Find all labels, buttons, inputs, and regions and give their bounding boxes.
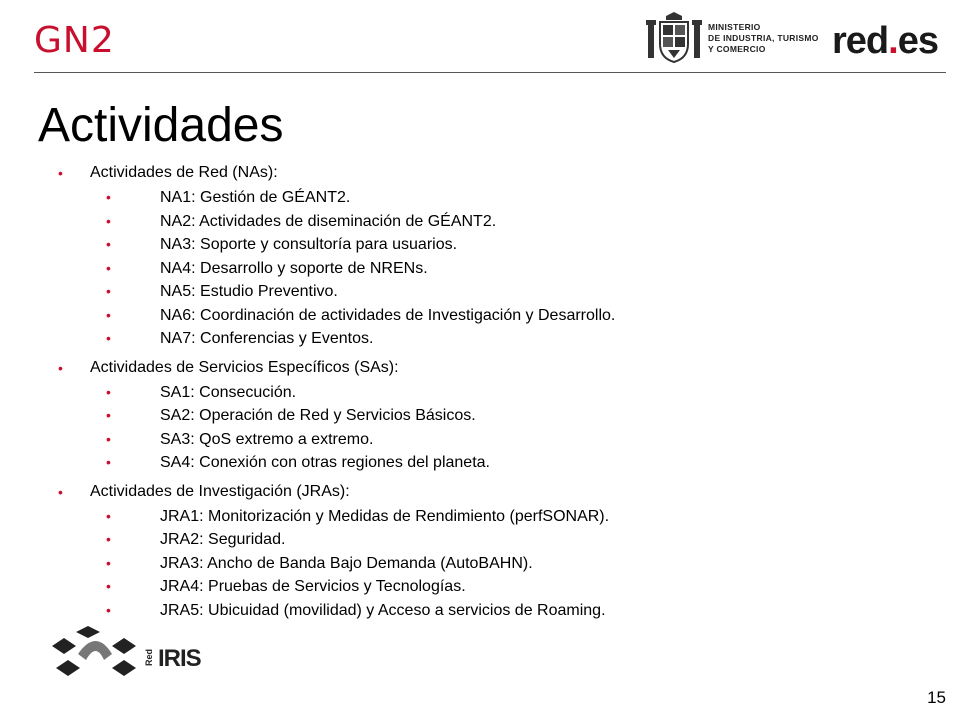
list-item-text: NA1: Gestión de GÉANT2. <box>160 189 351 206</box>
sub-list <box>106 505 938 623</box>
page-number: 15 <box>927 688 946 707</box>
list-item-text: NA7: Conferencias y Eventos. <box>160 330 374 347</box>
section-service-activities <box>58 357 938 475</box>
ministry-name <box>708 22 819 55</box>
sub-list <box>106 381 938 475</box>
section-network-activities <box>58 162 938 351</box>
bullet-icon: • <box>58 483 63 500</box>
bullet-icon: • <box>106 430 111 447</box>
rediris-logo <box>48 624 208 680</box>
bullet-icon: • <box>106 212 111 229</box>
list-item-text: SA1: Consecución. <box>160 383 297 401</box>
bullet-icon: • <box>106 601 111 618</box>
list-item-text: JRA5: Ubicuidad (movilidad) y Acceso a servicios de Roaming. <box>160 601 606 619</box>
list-item <box>106 304 938 328</box>
slide-title: Actividades <box>38 99 284 152</box>
coat-of-arms-icon <box>644 10 704 66</box>
list-item <box>106 505 938 529</box>
list-item <box>106 528 938 552</box>
bullet-icon: • <box>106 189 111 205</box>
list-item-text: JRA1: Monitorización y Medidas de Rendimiento (perfSONAR). <box>160 507 610 525</box>
list-item <box>106 257 938 281</box>
bullet-icon: • <box>106 507 111 524</box>
list-item <box>106 404 938 428</box>
list-item-text: NA4: Desarrollo y soporte de NRENs. <box>160 259 428 277</box>
list-item <box>106 451 938 475</box>
list-item-text: NA6: Coordinación de actividades de Investigación y Desarrollo. <box>160 306 616 324</box>
list-item-text: SA2: Operación de Red y Servicios Básicos. <box>160 407 476 424</box>
list-item <box>106 599 938 623</box>
bullet-icon: • <box>58 165 63 181</box>
header-divider <box>34 72 946 73</box>
bullet-icon: • <box>106 383 111 400</box>
logo-tail: es <box>897 20 938 62</box>
red-es-logo <box>832 20 938 63</box>
bullet-icon: • <box>106 554 111 571</box>
ministry-line: Y COMERCIO <box>708 44 766 54</box>
ministry-line: DE INDUSTRIA, TURISMO <box>708 33 819 43</box>
bullet-icon: • <box>106 330 111 346</box>
list-item-text: NA2: Actividades de diseminación de GÉANT2. <box>160 212 497 230</box>
bullet-icon: • <box>106 259 111 276</box>
list-item <box>106 575 938 599</box>
list-item <box>106 280 938 304</box>
list-item <box>106 327 938 351</box>
list-item <box>106 210 938 234</box>
activities-list <box>58 162 938 628</box>
list-item <box>106 381 938 405</box>
gn2-logo: GN2 <box>34 20 115 61</box>
list-item-text: JRA2: Seguridad. <box>160 531 286 548</box>
list-item-text: JRA4: Pruebas de Servicios y Tecnologías. <box>160 578 466 595</box>
list-item <box>106 186 938 210</box>
section-title-text: Actividades de Servicios Específicos (SAs): <box>90 358 399 376</box>
rediris-big-text: IRIS <box>158 645 201 672</box>
logo-main: red <box>832 20 889 62</box>
section-title <box>58 162 938 184</box>
section-title-text: Actividades de Red (NAs): <box>90 164 278 181</box>
list-item <box>106 552 938 576</box>
rediris-small-text: Red <box>144 648 154 666</box>
bullet-icon: • <box>106 531 111 547</box>
rediris-mark-icon <box>52 626 136 676</box>
sub-list <box>106 186 938 351</box>
section-title <box>58 357 938 379</box>
bullet-icon: • <box>106 236 111 252</box>
section-title-text: Actividades de Investigación (JRAs): <box>90 482 350 500</box>
list-item <box>106 428 938 452</box>
bullet-icon: • <box>106 454 111 470</box>
bullet-icon: • <box>106 407 111 423</box>
list-item-text: NA3: Soporte y consultoría para usuarios. <box>160 236 458 253</box>
bullet-icon: • <box>106 578 111 594</box>
logo-dot: . <box>888 20 898 62</box>
section-title <box>58 481 938 503</box>
bullet-icon: • <box>106 283 111 299</box>
bullet-icon: • <box>58 359 63 376</box>
list-item-text: JRA3: Ancho de Banda Bajo Demanda (AutoBAHN). <box>160 554 533 572</box>
bullet-icon: • <box>106 306 111 323</box>
ministry-line: MINISTERIO <box>708 22 761 32</box>
list-item-text: SA4: Conexión con otras regiones del planeta. <box>160 454 490 471</box>
list-item-text: SA3: QoS extremo a extremo. <box>160 430 374 448</box>
list-item <box>106 233 938 257</box>
list-item-text: NA5: Estudio Preventivo. <box>160 283 338 300</box>
section-research-activities <box>58 481 938 623</box>
